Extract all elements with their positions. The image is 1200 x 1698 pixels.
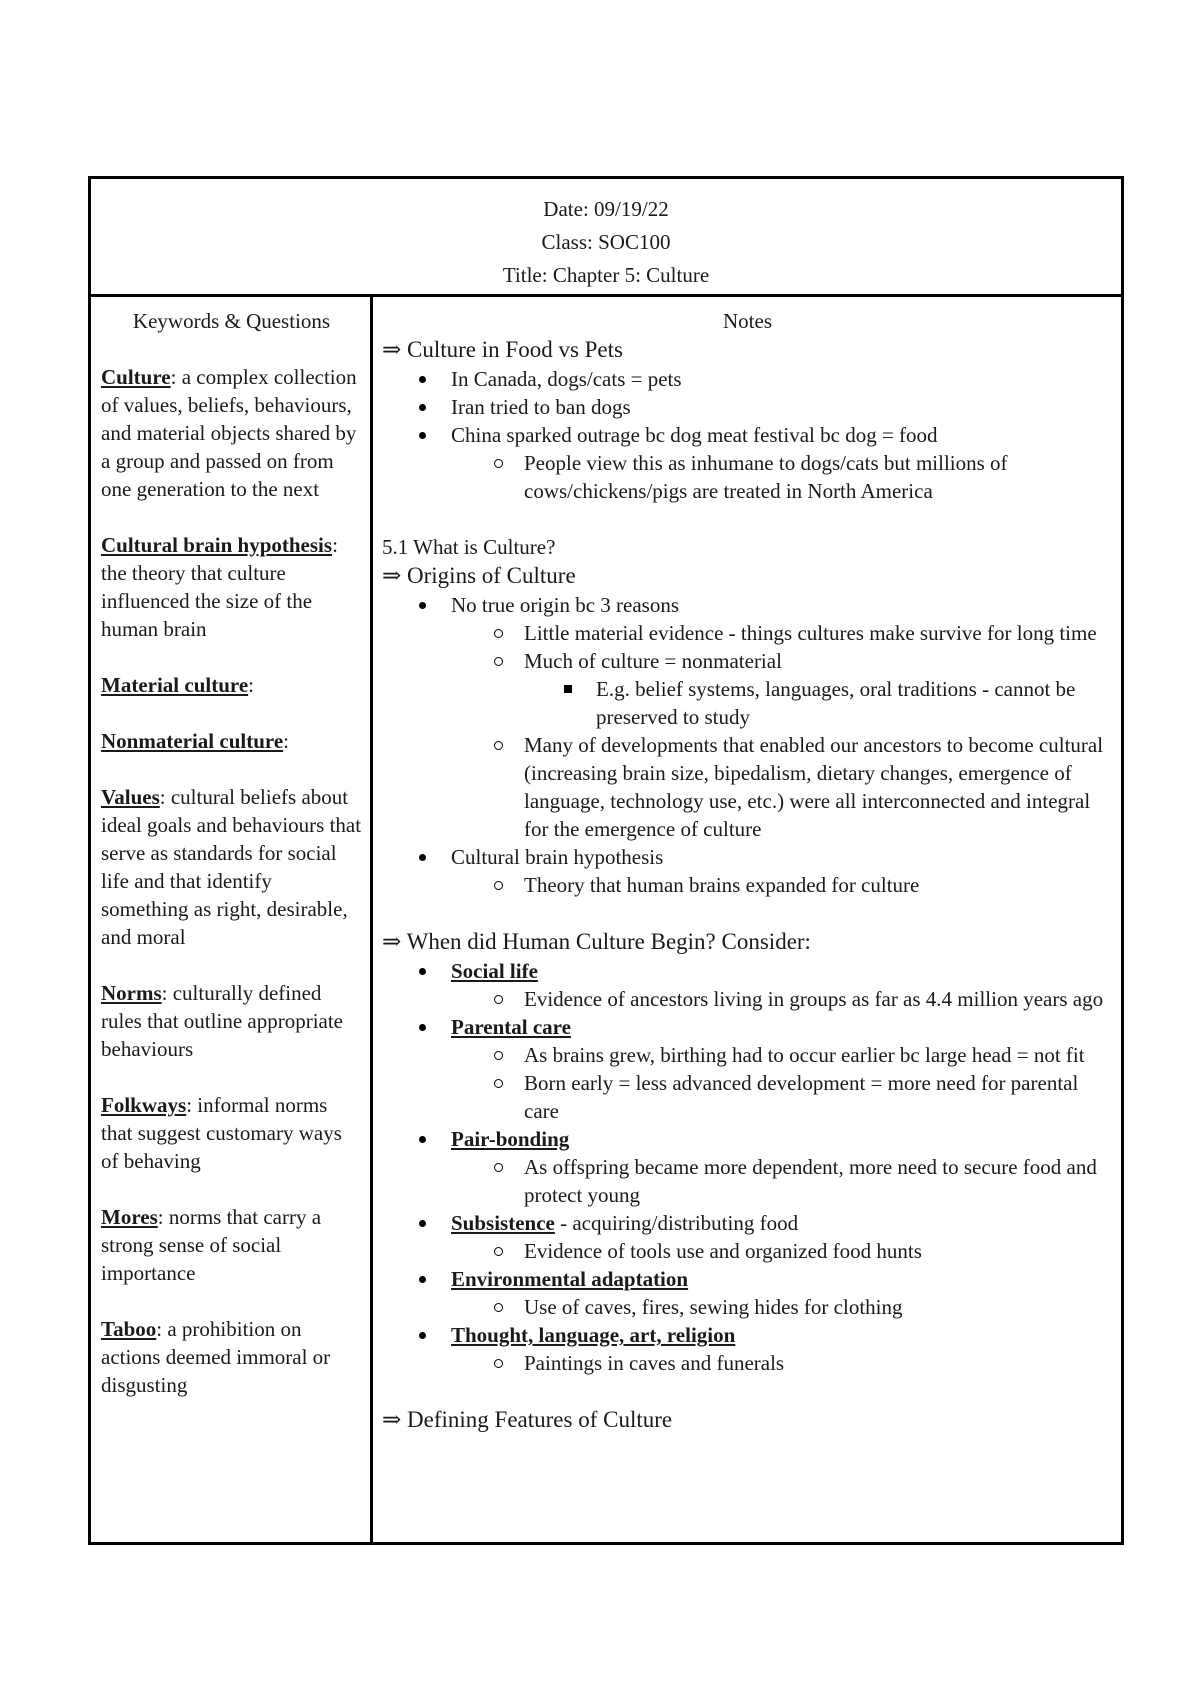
bullet-keyword: Subsistence — [451, 1211, 555, 1235]
term-culture — [101, 363, 362, 503]
sub-bullet: Use of caves, fires, sewing hides for clothing — [524, 1293, 1113, 1321]
sub-bullet: Theory that human brains expanded for culture — [524, 871, 1113, 899]
bullet: China sparked outrage bc dog meat festival bc dog = food — [451, 421, 1113, 449]
header-cell — [91, 179, 1121, 297]
term-keyword: Taboo — [101, 1317, 157, 1341]
sub-bullet: Born early = less advanced development = more need for parental care — [524, 1069, 1113, 1125]
sub-bullet: Paintings in caves and funerals — [524, 1349, 1113, 1377]
bullet-thought-language-art-religion: Thought, language, art, religion — [451, 1321, 1113, 1349]
sub-bullet: Evidence of tools use and organized food hunts — [524, 1237, 1113, 1265]
subsection-title: 5.1 What is Culture? — [382, 535, 556, 559]
term-keyword: Norms — [101, 981, 162, 1005]
term-keyword: Mores — [101, 1205, 158, 1229]
bullet-subsistence — [451, 1209, 1113, 1237]
section-heading-defining-features: ⇒ Defining Features of Culture — [382, 1407, 673, 1432]
term-definition: : a prohibition on actions deemed immoral or disgusting — [101, 1317, 331, 1397]
term-keyword: Material culture — [101, 673, 249, 697]
section-heading-food-vs-pets: ⇒ Culture in Food vs Pets — [382, 337, 623, 362]
term-keyword: Cultural brain hypothesis — [101, 533, 333, 557]
sub-bullet: Much of culture = nonmaterial — [524, 647, 1113, 675]
term-material-culture — [101, 671, 362, 699]
sub-sub-bullet: E.g. belief systems, languages, oral traditions - cannot be preserved to study — [596, 675, 1113, 731]
term-mores — [101, 1203, 362, 1287]
bullet-text: - acquiring/distributing food — [554, 1211, 799, 1235]
class-line: Class: SOC100 — [541, 230, 671, 254]
sub-bullet: Evidence of ancestors living in groups as far as 4.4 million years ago — [524, 985, 1113, 1013]
bullet: Iran tried to ban dogs — [451, 393, 1113, 421]
sub-bullet: People view this as inhumane to dogs/cats but millions of cows/chickens/pigs are treated in North America — [524, 449, 1113, 505]
bullet-social-life: Social life — [451, 957, 1113, 985]
bullet: No true origin bc 3 reasons — [451, 591, 1113, 619]
sub-bullet: As offspring became more dependent, more need to secure food and protect young — [524, 1153, 1113, 1209]
term-taboo — [101, 1315, 362, 1399]
bullet: In Canada, dogs/cats = pets — [451, 365, 1113, 393]
term-definition: : cultural beliefs about ideal goals and behaviours that serve as standards for social life and that identify something as right, desirable, and moral — [101, 785, 362, 949]
term-definition: : informal norms that suggest customary ways of behaving — [101, 1093, 342, 1173]
section-heading-human-culture-begin: ⇒ When did Human Culture Begin? Consider: — [382, 929, 811, 954]
term-definition: : culturally defined rules that outline appropriate behaviours — [101, 981, 344, 1061]
term-values — [101, 783, 362, 951]
date-line: Date: 09/19/22 — [543, 197, 669, 221]
sub-bullet: Many of developments that enabled our ancestors to become cultural (increasing brain size, bipedalism, dietary changes, emergence of language, technology use, etc.) were all interconnected and integral for the emergence of culture — [524, 731, 1113, 843]
bullet-parental-care: Parental care — [451, 1013, 1113, 1041]
sub-bullet: As brains grew, birthing had to occur earlier bc large head = not fit — [524, 1041, 1113, 1069]
keywords-heading: Keywords & Questions — [132, 309, 331, 333]
notes-table — [88, 176, 1124, 1545]
bullet: Cultural brain hypothesis — [451, 843, 1113, 871]
bullet-environmental-adaptation: Environmental adaptation — [451, 1265, 1113, 1293]
keywords-column — [91, 297, 373, 1542]
sub-bullet: Little material evidence - things cultures make survive for long time — [524, 619, 1113, 647]
term-definition: : — [248, 673, 254, 697]
section-heading-origins: ⇒ Origins of Culture — [382, 563, 576, 588]
term-keyword: Folkways — [101, 1093, 187, 1117]
term-definition: : a complex collection of values, beliefs, behaviours, and material objects shared by a group and passed on from one generation to the next — [101, 365, 357, 501]
term-cultural-brain-hypothesis — [101, 531, 362, 643]
bullet-pair-bonding: Pair-bonding — [451, 1125, 1113, 1153]
term-folkways — [101, 1091, 362, 1175]
term-keyword: Culture — [101, 365, 171, 389]
term-keyword: Nonmaterial culture — [101, 729, 284, 753]
term-definition: : norms that carry a strong sense of social importance — [101, 1205, 322, 1285]
notes-heading: Notes — [723, 309, 772, 333]
term-definition: : — [283, 729, 290, 753]
title-line: Title: Chapter 5: Culture — [502, 263, 710, 287]
term-definition: : the theory that culture influenced the size of the human brain — [101, 533, 338, 641]
notes-column — [373, 297, 1121, 1542]
term-keyword: Values — [101, 785, 160, 809]
term-nonmaterial-culture — [101, 727, 362, 755]
term-norms — [101, 979, 362, 1063]
